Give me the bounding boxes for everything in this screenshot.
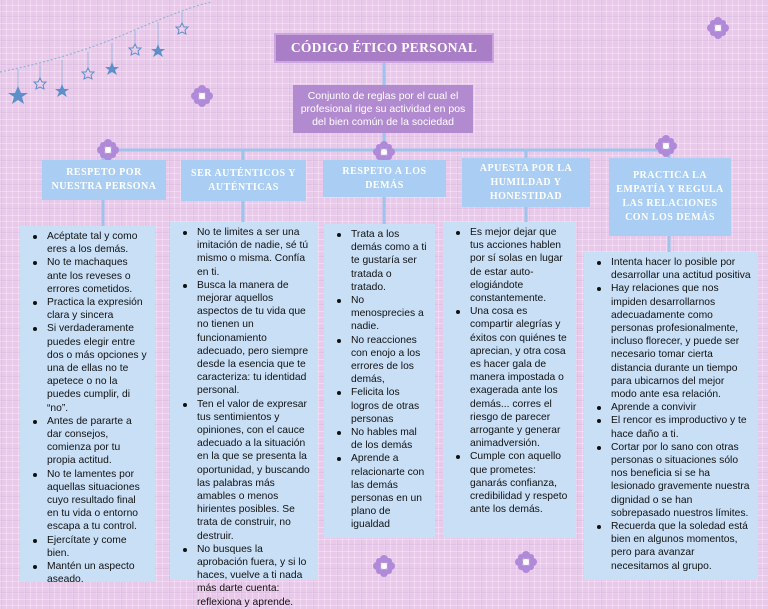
list-item: Aprende a relacionarte con las demás personas en un plano de igualdad [334, 452, 429, 531]
list-box-respeto-persona [20, 226, 155, 586]
list-item: Cortar por lo sano con otras personas o situaciones sólo nos beneficia si se ha lesionado gravemente nuestra dignidad o se han sobrepasado nuestros límites. [594, 441, 752, 520]
list-item: Felicita los logros de otras personas [334, 386, 429, 426]
flower-decoration [654, 134, 678, 158]
bullet-list [334, 228, 429, 532]
list-box-autenticos [170, 222, 318, 608]
list-item: No te lamentes por aquellas situaciones cuyo resultado final en tu vida o entorno escapa a tu control. [30, 468, 149, 534]
category-header-autenticos: SER AUTÉNTICOS Y AUTÉNTICAS [181, 160, 306, 201]
flower-decoration [514, 550, 538, 574]
list-item: Si verdaderamente puedes elegir entre dos o más opciones y una de ellas no te apetece o no la puedes cumplir, di “no”. [30, 322, 149, 414]
list-item: Trata a los demás como a ti te gustaría ser tratada o tratado. [334, 228, 429, 294]
list-item: No te limites a ser una imitación de nadie, sé tú mismo o misma. Confía en ti. [180, 226, 312, 279]
list-box-empatia [584, 252, 758, 580]
category-header-respeto-demas: RESPETO A LOS DEMÁS [323, 160, 446, 197]
bullet-list [180, 226, 312, 609]
flower-decoration [372, 554, 396, 578]
list-item: Hay relaciones que nos impiden desarrollarnos adecuadamente como personas profesionalmente, incluso florecer, y puede ser necesario tomar cierta distancia durante un tiempo para ubicarnos del mejor modo ante esa relación. [594, 282, 752, 401]
list-item: Mantén un aspecto aseado. [30, 560, 149, 586]
list-item: Es mejor dejar que tus acciones hablen por sí solas en lugar de estar auto-elogiándote constantemente. [453, 226, 570, 305]
list-item: Antes de pararte a dar consejos, comienza por tu propia actitud. [30, 415, 149, 468]
list-item: No reacciones con enojo a los errores de los demás, [334, 334, 429, 387]
list-item: Aprende a convivir [594, 401, 752, 414]
list-item: Intenta hacer lo posible por desarrollar una actitud positiva [594, 256, 752, 282]
list-box-humildad [443, 222, 576, 538]
flower-decoration [96, 138, 120, 162]
star-garland-decoration [0, 0, 215, 110]
list-item: Busca la manera de mejorar aquellos aspectos de tu vida que no tienen un funcionamiento adecuado, pero siempre desde la esencia que te caracteriza: tu identidad personal. [180, 279, 312, 398]
list-item: Ten el valor de expresar tus sentimientos y opiniones, con el cauce adecuado a la situación en la que se presenta la oportunidad, y buscando las palabras más amables o menos hirientes posibles. Se trata de construir, no destruir. [180, 398, 312, 543]
bullet-list [30, 230, 149, 586]
flower-decoration [706, 16, 730, 40]
list-item: No hables mal de los demás [334, 426, 429, 452]
list-item: Acéptate tal y como eres a los demás. [30, 230, 149, 256]
page-title: CÓDIGO ÉTICO PERSONAL [274, 33, 494, 63]
list-item: Ejercítate y come bien. [30, 534, 149, 560]
definition-box: Conjunto de reglas por el cual el profesional rige su actividad en pos del bien común de la sociedad [293, 85, 473, 133]
list-item: Recuerda que la soledad está bien en algunos momentos, pero para avanzar necesitamos al grupo. [594, 520, 752, 573]
bullet-list [594, 256, 752, 573]
list-item: Practica la expresión clara y sincera [30, 296, 149, 322]
bullet-list [453, 226, 570, 516]
flower-decoration [190, 84, 214, 108]
list-item: Una cosa es compartir alegrías y éxitos con quiénes te aprecian, y otra cosa es hacer gala de manera impostada o exagerada ante los demás... corres el riesgo de parecer arrogante y generar animadversión. [453, 305, 570, 450]
category-header-humildad: APUESTA POR LA HUMILDAD Y HONESTIDAD [462, 158, 590, 207]
category-header-empatia: PRACTICA LA EMPATÍA Y REGULA LAS RELACIONES CON LOS DEMÁS [609, 158, 731, 236]
category-header-respeto-persona: RESPETO POR NUESTRA PERSONA [42, 160, 166, 200]
list-item: No busques la aprobación fuera, y si lo haces, vuelve a ti nada más darte cuenta: reflexiona y aprende. [180, 543, 312, 609]
list-item: Cumple con aquello que prometes: ganarás confianza, credibilidad y respeto ante los demás. [453, 450, 570, 516]
list-item: El rencor es improductivo y te hace daño a ti. [594, 414, 752, 440]
list-item: No te machaques ante los reveses o errores cometidos. [30, 256, 149, 296]
list-box-respeto-demas [324, 224, 435, 538]
list-item: No menosprecies a nadie. [334, 294, 429, 334]
